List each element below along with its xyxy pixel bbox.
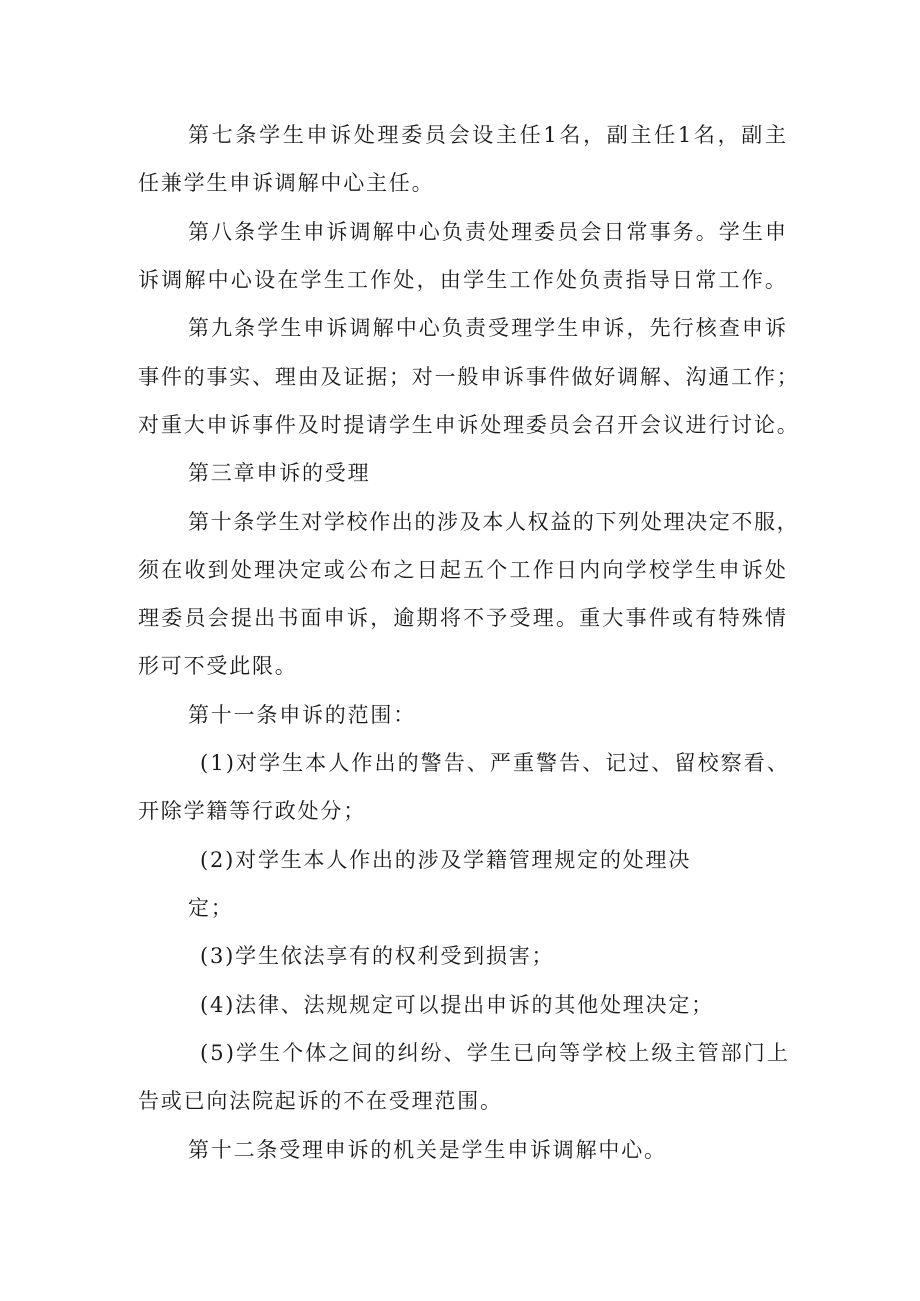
item-5-line-2: 告或已向法院起诉的不在受理范围。 bbox=[138, 1089, 503, 1113]
article-9-line-3: 对 重 大 申 诉 事 件 及 时 提 请 学 生 申 诉 处 理 委 员 会 召 开 会 议 进 行 讨 论 。 bbox=[138, 413, 798, 437]
article-9-line-2: 事 件 的 事 实 、 理 由 及 证 据 ； 对 一 般 申 诉 事 件 做 好 调 解 、 沟 通 工 作 ； bbox=[138, 365, 798, 389]
article-8-line-2: 诉 调 解 中 心 设 在 学 生 工 作 处 ， 由 学 生 工 作 处 负 责 指 导 日 常 工 作 。 bbox=[138, 268, 786, 292]
article-11-heading: 第十一条申诉的范围： bbox=[188, 703, 416, 727]
item-4-line-1: (4)法律、法规规定可以提出申诉的其他处理决定； bbox=[200, 993, 714, 1017]
article-10-line-2: 须 在 收 到 处 理 决 定 或 公 布 之 日 起 五 个 工 作 日 内 向 学 校 学 生 申 诉 处 bbox=[138, 558, 786, 582]
article-9-line-1: 第 九 条 学 生 申 诉 调 解 中 心 负 责 受 理 学 生 申 诉 ， 先 行 核 查 申 诉 bbox=[188, 316, 786, 340]
article-10-line-4: 形可不受此限。 bbox=[138, 654, 298, 678]
article-8-line-1: 第 八 条 学 生 申 诉 调 解 中 心 负 责 处 理 委 员 会 日 常 事 务 。 学 生 申 bbox=[188, 220, 786, 244]
item-2-line-2: 定； bbox=[188, 896, 234, 920]
item-2-line-1: (2)对学生本人作出的涉及学籍管理规定的处理决 bbox=[200, 848, 692, 872]
article-10-line-1: 第 十 条 学 生 对 学 校 作 出 的 涉 及 本 人 权 益 的 下 列 处 理 决 定 不 服 ， bbox=[188, 510, 798, 534]
article-10-line-3: 理 委 员 会 提 出 书 面 申 诉 ， 逾 期 将 不 予 受 理 。 重 大 事 件 或 有 特 殊 情 bbox=[138, 606, 786, 630]
article-7-line-1: 第 七 条 学 生 申 诉 处 理 委 员 会 设 主 任 1 名 ， 副 主 任 1 名 ， 副 主 bbox=[188, 123, 786, 147]
article-12-line-1: 第十二条受理申诉的机关是学生申诉调解中心。 bbox=[188, 1138, 667, 1162]
item-1-line-2: 开除学籍等行政处分； bbox=[138, 799, 366, 823]
item-1-line-1: ( 1 ) 对 学 生 本 人 作 出 的 警 告 、 严 重 警 告 、 记 过 、 留 校 察 看 、 bbox=[200, 751, 788, 775]
article-7-line-2: 任兼学生申诉调解中心主任。 bbox=[138, 171, 435, 195]
chapter-3-heading: 第三章申诉的受理 bbox=[188, 461, 371, 485]
item-3-line-1: (3)学生依法享有的权利受到损害； bbox=[200, 944, 555, 968]
item-5-line-1: ( 5 ) 学 生 个 体 之 间 的 纠 纷 、 学 生 已 向 等 学 校 上 级 主 管 部 门 上 bbox=[200, 1041, 788, 1065]
